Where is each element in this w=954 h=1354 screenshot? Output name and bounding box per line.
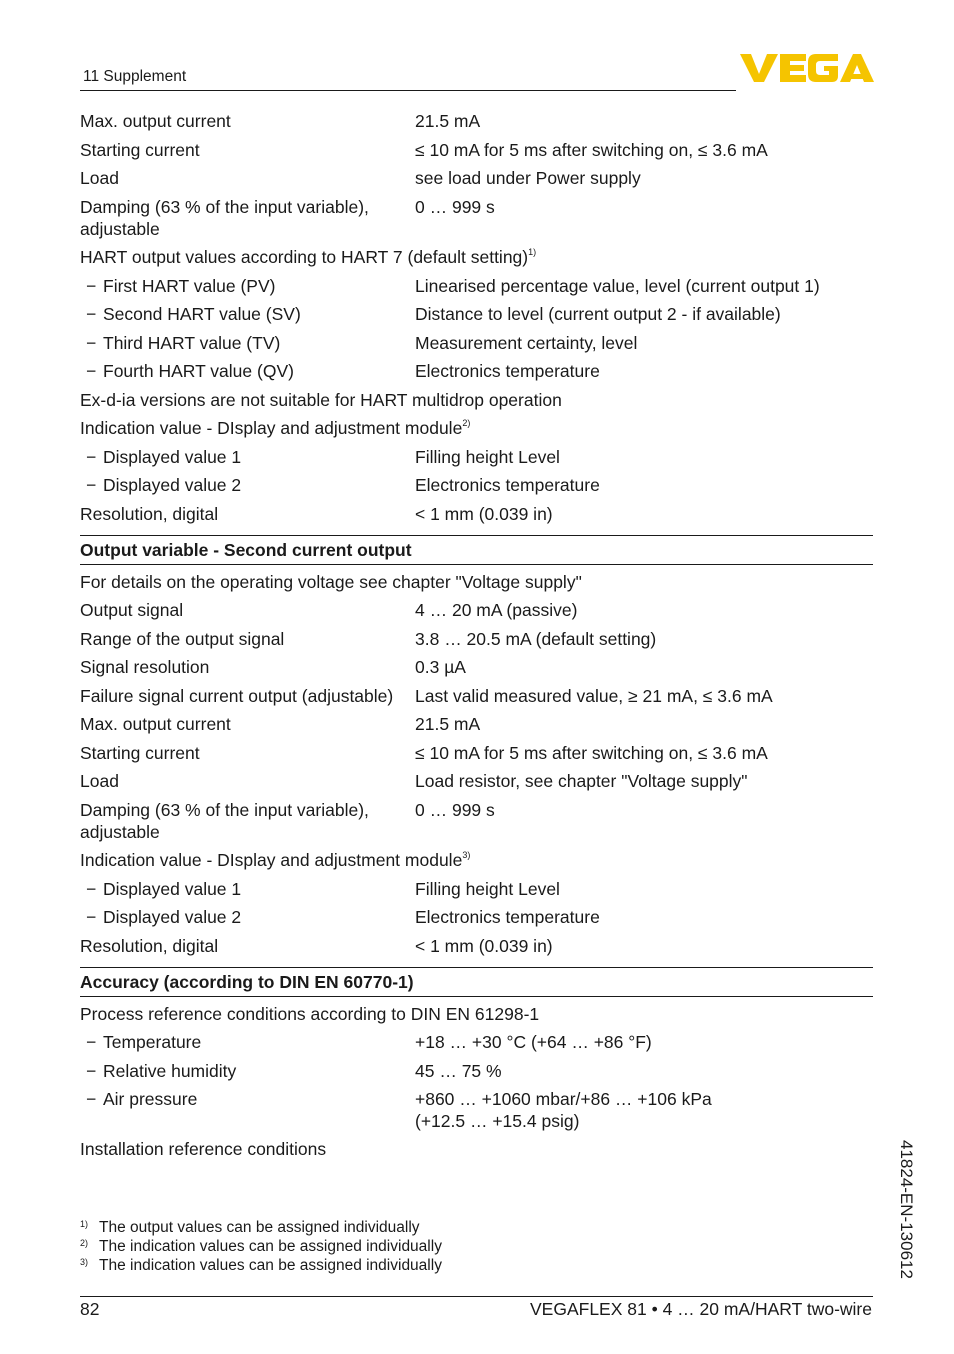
exd-note: Ex-d-ia versions are not suitable for HART multidrop operation (80, 389, 562, 410)
spec-row (80, 110, 873, 132)
spec-row (80, 1031, 873, 1053)
spec-label: Range of the output signal (80, 628, 285, 649)
spec-row (80, 1088, 873, 1132)
spec-label: − Displayed value 1 (80, 878, 415, 900)
spec-value: 0.3 µA (415, 657, 466, 677)
section-note: For details on the operating voltage see chapter "Voltage supply" (80, 571, 582, 592)
hart-intro (80, 246, 873, 268)
spec-row (80, 196, 873, 240)
spec-label: Failure signal current output (adjustable) (80, 685, 394, 706)
spec-value: +18 … +30 °C (+64 … +86 °F) (415, 1032, 652, 1052)
spec-label: Damping (63 % of the input variable), adjustable (80, 196, 369, 239)
spec-label: − Relative humidity (80, 1060, 415, 1082)
spec-value: Load resistor, see chapter "Voltage supply" (415, 771, 748, 791)
footnote (80, 1256, 442, 1275)
footnotes (80, 1218, 442, 1275)
spec-value: Electronics temperature (415, 907, 600, 927)
spec-row (80, 503, 873, 525)
footnote-ref: 1) (528, 247, 537, 257)
header-section-label: 11 Supplement (83, 68, 187, 85)
spec-value: Last valid measured value, ≥ 21 mA, ≤ 3.6 mA (415, 685, 773, 706)
footnote-ref: 3) (462, 850, 471, 860)
spec-label: − Air pressure (80, 1088, 415, 1132)
spec-row (80, 474, 873, 496)
spec-label: Max. output current (80, 111, 231, 131)
spec-row (80, 878, 873, 900)
section-heading: Output variable - Second current output (80, 535, 873, 565)
spec-label: Load (80, 771, 119, 791)
spec-label: − Second HART value (SV) (80, 303, 415, 325)
indication-text: Indication value - DIsplay and adjustment module (80, 850, 463, 870)
spec-value: < 1 mm (0.039 in) (415, 935, 553, 956)
footnote-text: The output values can be assigned individually (99, 1219, 420, 1236)
spec-label: Starting current (80, 139, 200, 160)
spec-label: Signal resolution (80, 657, 210, 677)
spec-value: Filling height Level (415, 446, 560, 467)
footnote-number: 1) (80, 1219, 89, 1229)
spec-label: Resolution, digital (80, 935, 219, 956)
document-code: 41824-EN-130612 (897, 1140, 916, 1279)
spec-row (80, 770, 873, 792)
spec-row (80, 656, 873, 678)
spec-value: 45 … 75 % (415, 1060, 502, 1081)
spec-label: Output signal (80, 600, 184, 620)
indication-heading (80, 849, 873, 871)
spec-content (80, 110, 873, 1167)
spec-label: − First HART value (PV) (80, 275, 415, 297)
spec-label: Max. output current (80, 714, 231, 734)
spec-label: Starting current (80, 742, 200, 763)
indication-text: Indication value - DIsplay and adjustment module (80, 418, 463, 438)
spec-value: +860 … +1060 mbar/+86 … +106 kPa (+12.5 … +15.4 psig) (415, 1089, 712, 1131)
spec-row (80, 1060, 873, 1082)
spec-row (80, 628, 873, 650)
spec-row (80, 935, 873, 957)
spec-value: 21.5 mA (415, 714, 481, 734)
footnote-text: The indication values can be assigned individually (99, 1238, 442, 1255)
spec-row (80, 685, 873, 707)
footnote-ref: 2) (462, 418, 471, 428)
spec-row (80, 713, 873, 735)
indication-heading (80, 417, 873, 439)
spec-label: Resolution, digital (80, 503, 219, 524)
spec-row (80, 167, 873, 189)
spec-label: − Displayed value 2 (80, 474, 415, 496)
spec-label: Damping (63 % of the input variable), adjustable (80, 799, 369, 842)
spec-value: 21.5 mA (415, 111, 481, 131)
spec-label: − Displayed value 1 (80, 446, 415, 468)
spec-row (80, 139, 873, 161)
footnote-number: 3) (80, 1257, 89, 1267)
section-note: Process reference conditions according to DIN EN 61298-1 (80, 1003, 540, 1024)
footnote (80, 1218, 442, 1237)
footnote-number: 2) (80, 1238, 89, 1248)
document-title: VEGAFLEX 81 • 4 … 20 mA/HART two-wire (530, 1299, 872, 1319)
spec-value: 4 … 20 mA (passive) (415, 600, 578, 620)
spec-value: Distance to level (current output 2 - if available) (415, 304, 781, 324)
spec-label: Load (80, 168, 119, 188)
footnote (80, 1237, 442, 1256)
hart-intro-text: HART output values according to HART 7 (default setting) (80, 247, 529, 267)
spec-value: ≤ 10 mA for 5 ms after switching on, ≤ 3.6 mA (415, 742, 768, 763)
section-heading: Accuracy (according to DIN EN 60770-1) (80, 967, 873, 997)
spec-value: 0 … 999 s (415, 799, 495, 820)
spec-row (80, 906, 873, 928)
spec-row (80, 360, 873, 382)
spec-row (80, 799, 873, 843)
spec-value: Linearised percentage value, level (current output 1) (415, 275, 820, 296)
spec-label: − Temperature (80, 1031, 415, 1053)
spec-label: − Fourth HART value (QV) (80, 360, 415, 382)
spec-row (80, 599, 873, 621)
page-number: 82 (80, 1299, 100, 1319)
spec-row (80, 332, 873, 354)
installation-heading: Installation reference conditions (80, 1139, 327, 1159)
spec-label: − Displayed value 2 (80, 906, 415, 928)
footnote-text: The indication values can be assigned individually (99, 1257, 442, 1274)
spec-row (80, 446, 873, 468)
spec-row (80, 275, 873, 297)
spec-value: 0 … 999 s (415, 196, 495, 217)
spec-row (80, 742, 873, 764)
spec-value: Electronics temperature (415, 361, 600, 381)
spec-value: 3.8 … 20.5 mA (default setting) (415, 628, 657, 649)
spec-value: see load under Power supply (415, 168, 641, 188)
spec-row (80, 303, 873, 325)
footer-rule (80, 1296, 873, 1297)
spec-label: − Third HART value (TV) (80, 332, 415, 354)
spec-value: ≤ 10 mA for 5 ms after switching on, ≤ 3.6 mA (415, 139, 768, 160)
spec-value: Measurement certainty, level (415, 332, 638, 353)
header-rule (80, 90, 736, 91)
spec-value: Filling height Level (415, 878, 560, 899)
vega-logo (740, 52, 874, 84)
spec-value: Electronics temperature (415, 475, 600, 495)
spec-value: < 1 mm (0.039 in) (415, 503, 553, 524)
